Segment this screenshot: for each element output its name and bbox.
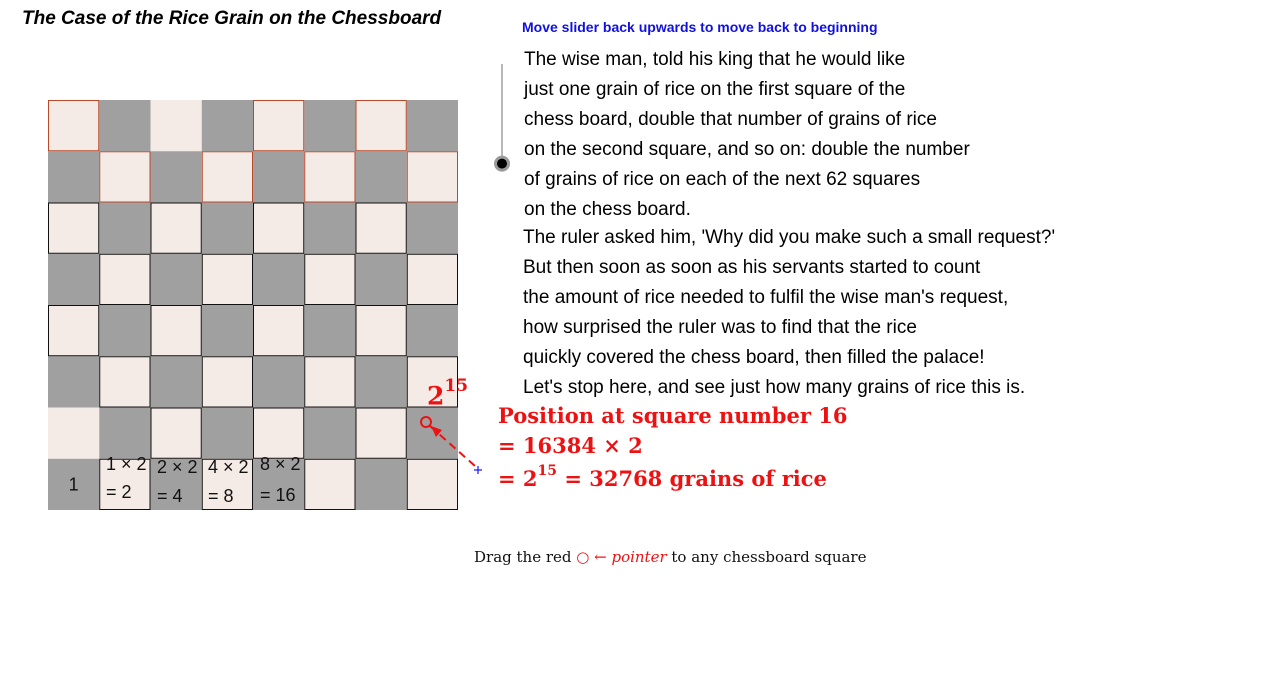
story-line: The ruler asked him, 'Why did you make such a small request?' <box>523 227 1056 248</box>
chessboard-square[interactable] <box>356 254 407 305</box>
chessboard-square[interactable] <box>48 203 99 254</box>
pointer-symbol: ○ ← <box>576 548 607 566</box>
chessboard-square[interactable] <box>356 100 407 151</box>
pointer-word: pointer <box>606 548 667 566</box>
chessboard-square[interactable] <box>253 100 304 151</box>
chessboard-square[interactable] <box>99 408 150 459</box>
slider-knob[interactable] <box>497 159 507 169</box>
story-line: of grains of rice on each of the next 62 squares <box>524 169 921 190</box>
chessboard-square[interactable] <box>407 203 458 254</box>
chessboard-square[interactable] <box>99 203 150 254</box>
chessboard-square[interactable] <box>304 151 355 202</box>
chessboard-square[interactable] <box>48 100 99 151</box>
chessboard-square[interactable] <box>253 151 304 202</box>
chessboard-square[interactable] <box>356 151 407 202</box>
square-label-bottom: = 2 <box>106 482 132 502</box>
result-exponent: 15 <box>537 463 558 479</box>
square-label-bottom: = 4 <box>157 486 183 506</box>
chessboard-square[interactable] <box>253 305 304 356</box>
power-base: 2 <box>427 381 445 411</box>
drag-hint <box>474 548 866 566</box>
chessboard-square[interactable] <box>253 254 304 305</box>
chessboard-square[interactable] <box>407 408 458 459</box>
chessboard-square[interactable] <box>48 408 99 459</box>
chessboard-square[interactable] <box>99 305 150 356</box>
power-label <box>427 376 469 411</box>
square-label-top: 2 × 2 <box>157 457 198 477</box>
chessboard-square[interactable] <box>99 254 150 305</box>
chessboard-square[interactable] <box>151 356 202 407</box>
chessboard-square[interactable] <box>407 254 458 305</box>
drag-hint-post: to any chessboard square <box>666 548 867 566</box>
chessboard-square[interactable] <box>202 356 253 407</box>
chessboard-square[interactable] <box>253 203 304 254</box>
chessboard-square[interactable] <box>202 203 253 254</box>
chessboard-square[interactable] <box>304 408 355 459</box>
chessboard-square[interactable] <box>48 151 99 202</box>
chessboard-square[interactable] <box>304 356 355 407</box>
story-line: The wise man, told his king that he would like <box>524 49 906 70</box>
chessboard <box>48 100 458 510</box>
chessboard-square[interactable] <box>304 100 355 151</box>
drag-hint-pre: Drag the red <box>474 548 577 566</box>
chessboard-square[interactable] <box>99 356 150 407</box>
chessboard-square[interactable] <box>253 408 304 459</box>
result-base: = 2 <box>498 466 538 491</box>
story-line: the amount of rice needed to fulfil the wise man's request, <box>523 287 1009 308</box>
chessboard-square[interactable] <box>99 100 150 151</box>
chessboard-square[interactable] <box>48 305 99 356</box>
chessboard-square[interactable] <box>151 305 202 356</box>
square-label-bottom: = 8 <box>208 486 234 506</box>
chessboard-square[interactable] <box>356 459 407 510</box>
story-line: just one grain of rice on the first square of the <box>524 79 906 100</box>
position-title: Position at square number 16 <box>498 403 848 428</box>
chessboard-square[interactable] <box>304 459 355 510</box>
page-title: The Case of the Rice Grain on the Chessboard <box>22 8 442 29</box>
story-line: on the second square, and so on: double the number <box>524 139 970 160</box>
chessboard-square[interactable] <box>407 100 458 151</box>
chessboard-square[interactable] <box>356 305 407 356</box>
chessboard-square[interactable] <box>304 305 355 356</box>
chessboard-square[interactable] <box>48 254 99 305</box>
square-label-top: 4 × 2 <box>208 457 249 477</box>
story-line: how surprised the ruler was to find that the rice <box>523 317 917 338</box>
story-line: on the chess board. <box>524 199 691 220</box>
chessboard-square[interactable] <box>151 203 202 254</box>
chessboard-square[interactable] <box>202 408 253 459</box>
chessboard-square[interactable] <box>407 459 458 510</box>
chessboard-square[interactable] <box>99 151 150 202</box>
chessboard-square[interactable] <box>151 151 202 202</box>
chessboard-square[interactable] <box>253 356 304 407</box>
slider-hint: Move slider back upwards to move back to beginning <box>522 19 878 35</box>
chessboard-square[interactable] <box>151 408 202 459</box>
square-label-top: 8 × 2 <box>260 454 301 474</box>
story-slider[interactable] <box>490 60 514 180</box>
story-line: quickly covered the chess board, then filled the palace! <box>523 347 985 368</box>
chessboard-square[interactable] <box>356 408 407 459</box>
chessboard-square[interactable] <box>407 151 458 202</box>
chessboard-square[interactable] <box>407 305 458 356</box>
chessboard-square[interactable] <box>356 356 407 407</box>
square-label-top: 1 × 2 <box>106 454 147 474</box>
chessboard-square[interactable] <box>151 100 202 151</box>
chessboard-square[interactable] <box>304 203 355 254</box>
chessboard-square[interactable] <box>356 203 407 254</box>
story-line: chess board, double that number of grains of rice <box>524 109 937 130</box>
chessboard-square[interactable] <box>48 356 99 407</box>
chessboard-square[interactable] <box>304 254 355 305</box>
square-label-bottom: = 16 <box>260 485 296 505</box>
position-result <box>498 463 827 491</box>
chessboard-square[interactable] <box>202 100 253 151</box>
chessboard-square[interactable] <box>202 151 253 202</box>
chessboard-square[interactable] <box>202 305 253 356</box>
story-line: But then soon as soon as his servants started to count <box>523 257 981 278</box>
chessboard-square[interactable] <box>202 254 253 305</box>
chessboard-square[interactable] <box>151 254 202 305</box>
square-one-label: 1 <box>68 474 79 495</box>
position-calculation: = 16384 × 2 <box>498 433 643 458</box>
story-line: Let's stop here, and see just how many grains of rice this is. <box>523 377 1026 398</box>
result-value: = 32768 grains of rice <box>557 466 827 491</box>
power-exponent: 15 <box>444 376 469 396</box>
